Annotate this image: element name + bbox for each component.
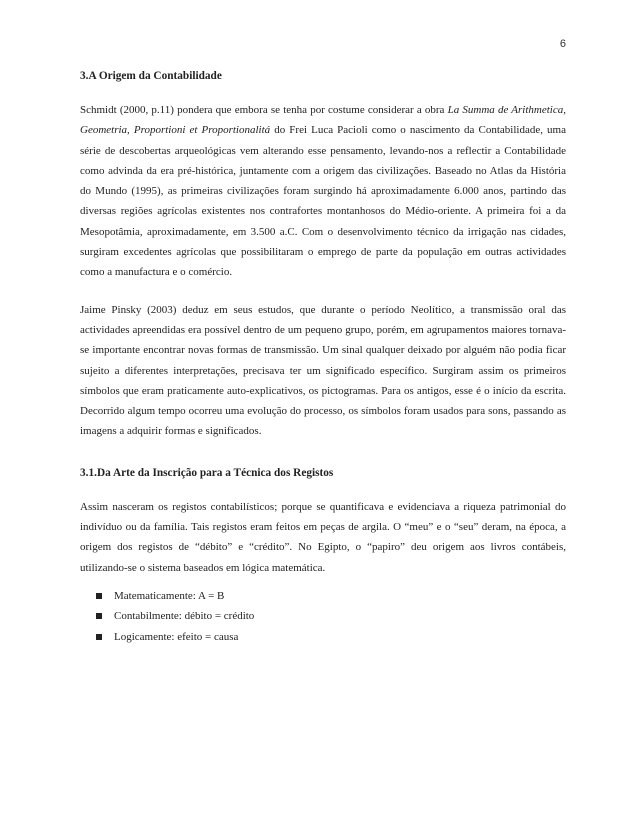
section-heading-inscricao: 3.1.Da Arte da Inscrição para a Técnica dos Registos	[80, 466, 334, 479]
square-bullet-icon	[96, 634, 102, 640]
list-item-text: Matematicamente: A = B	[114, 589, 225, 602]
paragraph-schmidt-rest: do Frei Luca Pacioli como o nascimento da Contabilidade, uma série de descobertas arqueológicas vem alterando esse pensamento, levando-nos a reflectir a Contabilidade como advinda da era pré-histórica, juntamente com a origem das civilizações. Baseado no Atlas da História do Mundo (1995), as primeiras civilizações foram surgindo há aproximadamente 6.000 anos, partindo das diversas regiões agrícolas existentes nos contrafortes montanhosos do Médio-oriente. A primeira foi a da Mesopotâmia, aproximadamente, em 3.500 a.C. Com o desenvolvimento técnico da irrigação nas cidades, surgiram excedentes agrícolas que possibilitaram o emprego de parte da população em outras actividades como a manufactura e o comércio.	[80, 124, 566, 279]
paragraph-schmidt	[80, 100, 566, 283]
square-bullet-icon	[96, 593, 102, 599]
list-item	[96, 627, 566, 647]
paragraph-registos: Assim nasceram os registos contabilísticos; porque se quantificava e evidenciava a riqueza patrimonial do indivíduo ou da família. Tais registos eram feitos em peças de argila. O “meu” e o “seu” deram, na época, a origem dos registos de “débito” e “crédito”. No Egipto, o “papiro” deu origem aos livros contábeis, utilizando-se o sistema baseados em lógica matemática.	[80, 500, 566, 574]
square-bullet-icon	[96, 613, 102, 619]
page-content	[80, 66, 566, 647]
paragraph-schmidt-start: Schmidt (2000, p.11) pondera que embora se tenha por costume considerar a obra	[80, 104, 448, 116]
list-item-text: Contabilmente: débito = crédito	[114, 610, 255, 623]
equation-list	[96, 586, 566, 647]
page-number: 6	[559, 38, 566, 50]
paragraph-pinsky: Jaime Pinsky (2003) deduz em seus estudos, que durante o período Neolítico, a transmissão oral das actividades apreendidas era possível dentro de um pequeno grupo, porém, em agrupamentos maiores tornava-se importante encontrar novas formas de transmissão. Um sinal qualquer deixado por alguém não podia ficar sujeito a diferentes interpretações, precisava ter um significado específico. Surgiram assim os primeiros símbolos que eram praticamente auto-explicativos, os pictogramas. Para os antigos, esse é o início da escrita. Decorrido algum tempo ocorreu uma evolução do processo, os símbolos foram usados para sons, passando as imagens a adquirir formas e significados.	[80, 303, 566, 438]
book-title-summa: La Summa de Arithmetica, Geometria, Proportioni et Proportionalitá	[80, 104, 566, 137]
list-item	[96, 586, 566, 606]
section-heading-origem: 3.A Origem da Contabilidade	[80, 70, 222, 82]
list-item	[96, 606, 566, 626]
list-item-text: Logicamente: efeito = causa	[114, 630, 239, 643]
